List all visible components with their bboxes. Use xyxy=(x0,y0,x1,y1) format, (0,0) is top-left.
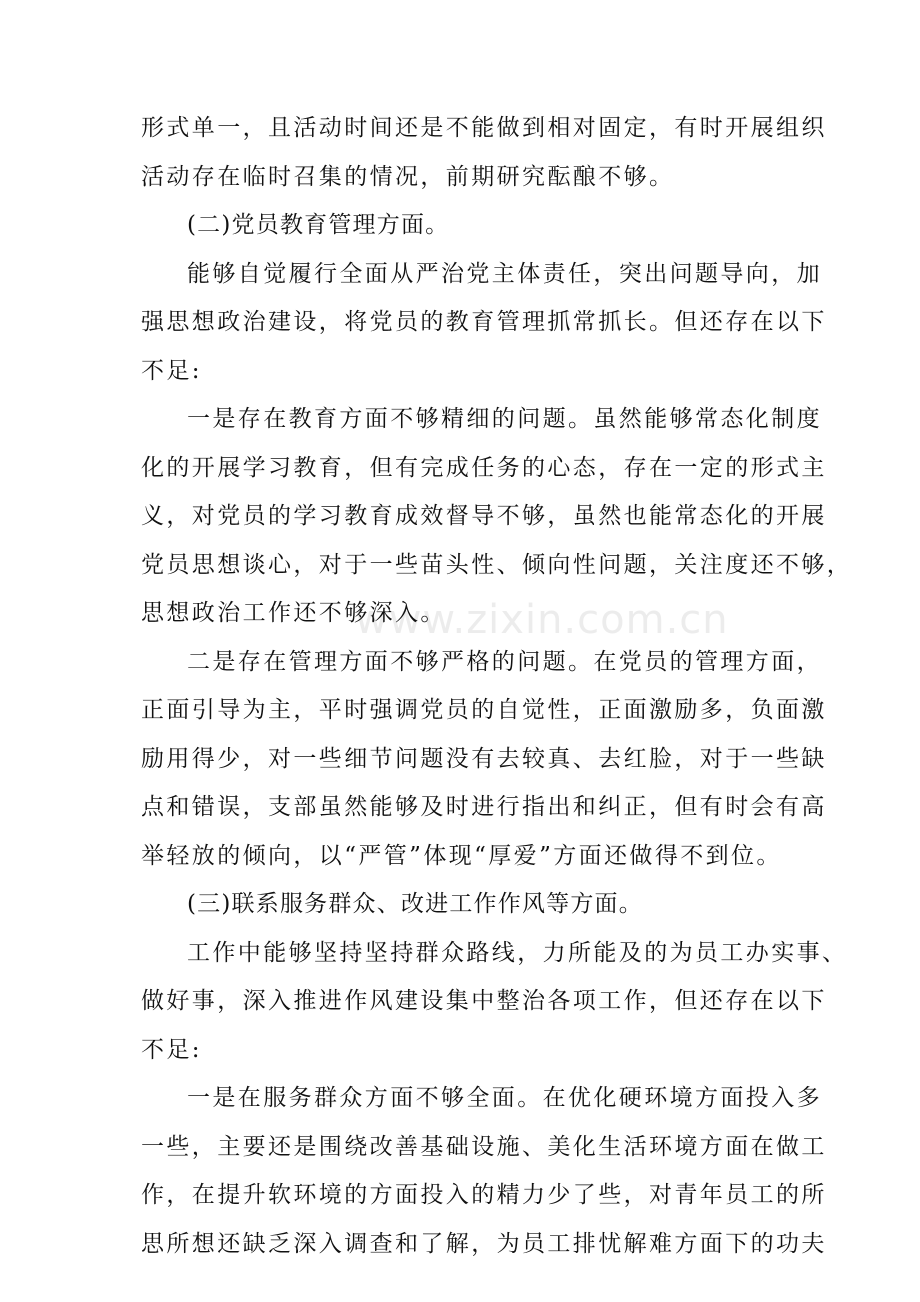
text-line: 一些，主要还是围绕改善基础设施、美化生活环境方面在做工 xyxy=(141,1133,827,1160)
text-line: 工作中能够坚持坚持群众路线，力所能及的为员工办实事、 xyxy=(187,939,848,966)
text-line: 党员思想谈心，对于一些苗头性、倾向性问题，关注度还不够， xyxy=(141,551,853,578)
text-line: 点和错误，支部虽然能够及时进行指出和纠正，但有时会有高 xyxy=(141,794,827,820)
text-line: 作，在提升软环境的方面投入的精力少了些，对青年员工的所 xyxy=(141,1182,827,1208)
text-line: 二是存在管理方面不够严格的问题。在党员的管理方面， xyxy=(187,648,822,675)
text-line: 励用得少，对一些细节问题没有去较真、去红脸，对于一些缺 xyxy=(141,745,827,772)
section-heading: (三)联系服务群众、改进工作作风等方面。 xyxy=(187,891,643,917)
text-line: 能够自觉履行全面从严治党主体责任，突出问题导向，加 xyxy=(187,260,822,287)
text-line: 一是在服务群众方面不够全面。在优化硬环境方面投入多 xyxy=(187,1085,822,1111)
text-line: 正面引导为主，平时强调党员的自觉性，正面激励多，负面激 xyxy=(141,697,827,723)
text-line: 化的开展学习教育，但有完成任务的心态，存在一定的形式主 xyxy=(141,454,827,481)
text-line: 思想政治工作还不够深入。 xyxy=(141,600,446,626)
text-line: 不足: xyxy=(141,1036,202,1063)
watermark: www.zixin.com.cn xyxy=(355,597,729,643)
text-line: 形式单一，且活动时间还是不能做到相对固定，有时开展组织 xyxy=(141,115,827,141)
text-line: 活动存在临时召集的情况，前期研究酝酿不够。 xyxy=(141,163,675,190)
text-line: 举轻放的倾向，以“严管”体现“厚爱”方面还做得不到位。 xyxy=(141,842,782,869)
text-line: 义，对党员的学习教育成效督导不够，虽然也能常态化的开展 xyxy=(141,503,827,529)
text-line: 不足: xyxy=(141,357,202,384)
section-heading: (二)党员教育管理方面。 xyxy=(187,212,450,238)
text-line: 做好事，深入推进作风建设集中整治各项工作，但还存在以下 xyxy=(141,988,827,1014)
text-line: 思所想还缺乏深入调查和了解，为员工排忧解难方面下的功夫 xyxy=(141,1230,827,1257)
document-body xyxy=(141,104,853,1268)
text-line: 强思想政治建设，将党员的教育管理抓常抓长。但还存在以下 xyxy=(141,309,827,335)
text-line: 一是存在教育方面不够精细的问题。虽然能够常态化制度 xyxy=(187,406,822,432)
